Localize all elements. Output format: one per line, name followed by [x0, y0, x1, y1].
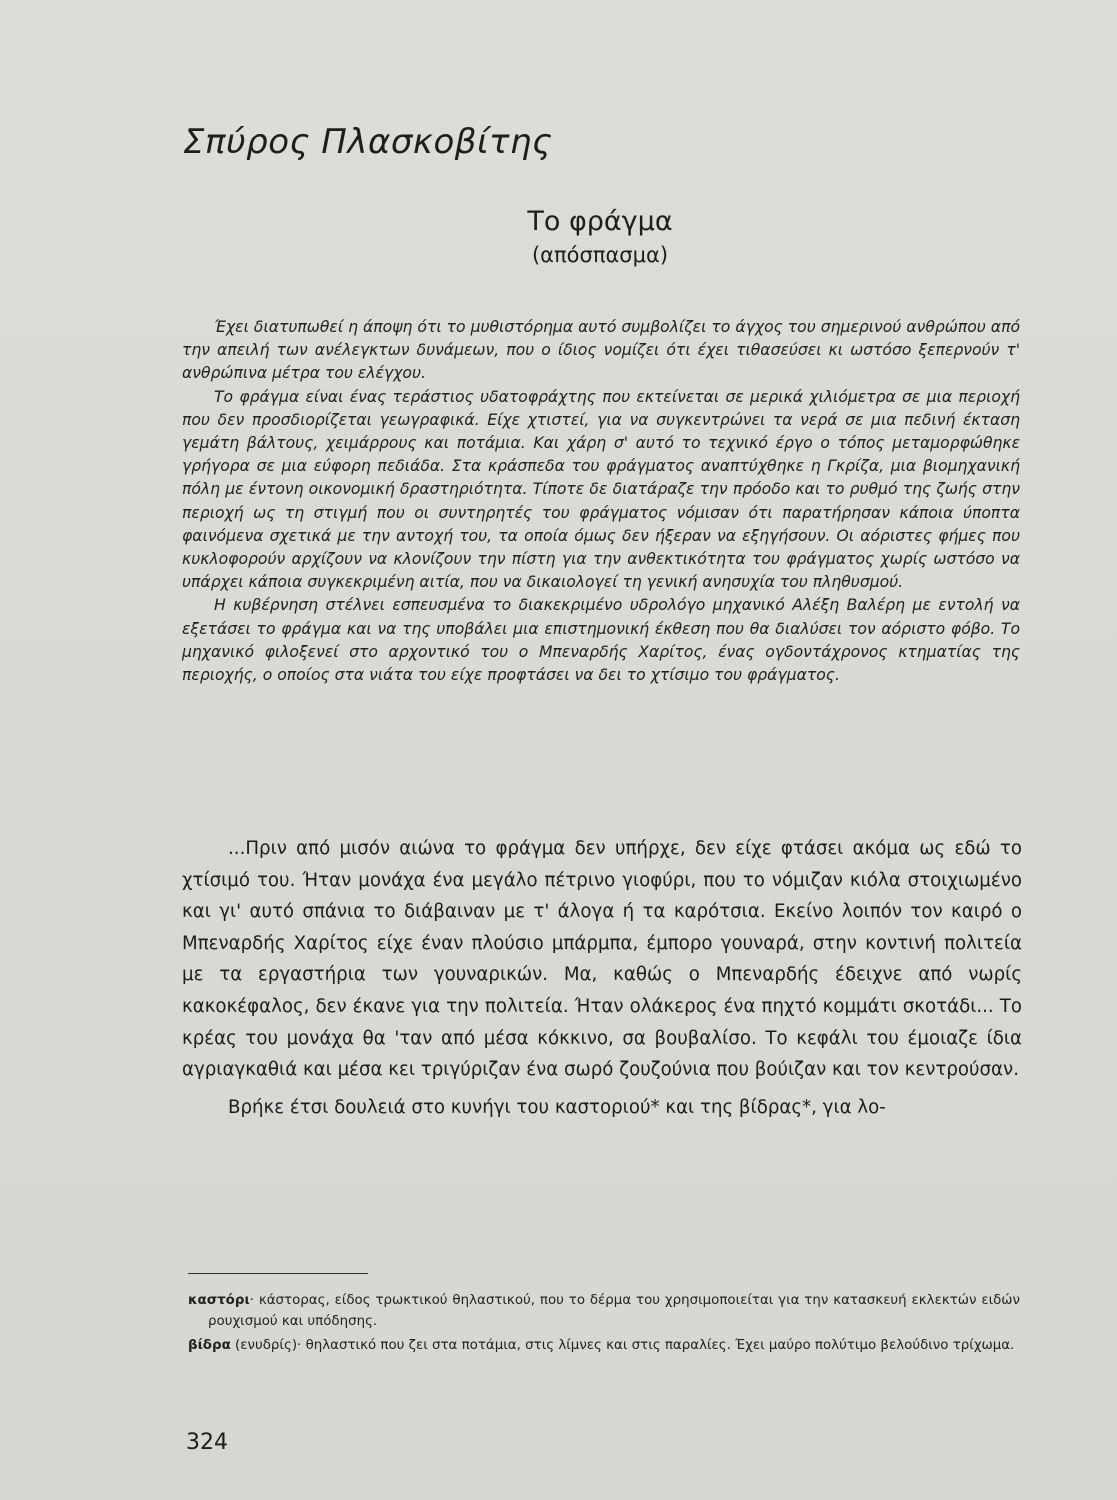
work-title: Το φράγμα — [527, 206, 673, 237]
footnotes — [188, 1290, 1020, 1359]
excerpt-paragraph: Βρήκε έτσι δουλειά στο κυνήγι του καστοριού* και της βίδρας*, για λο- — [228, 1096, 886, 1118]
footnote — [188, 1290, 1020, 1332]
footnote-term: βίδρα — [188, 1338, 231, 1353]
footnote — [188, 1335, 1020, 1356]
work-subtitle: (απόσπασμα) — [531, 243, 669, 267]
intro-paragraph: Το φράγμα είναι ένας τεράστιος υδατοφράχτης που εκτείνεται σε μερικά χιλιόμετρα σε μια περιοχή που δεν προσδιορίζεται γεωγραφικά. Είχε χτιστεί, για να συγκεντρώνει τα νερά σε μια πεδινή έκταση γεμάτη βάλτους, χειμάρρους και ποτάμια. Και χάρη σ' αυτό το τεχνικό έργο ο τόπος μεταμορφώθηκε γρήγορα σε μια εύφορη πεδιάδα. Στα κράσπεδα του φράγματος αναπτύχθηκε η Γκρίζα, μια βιομηχανική πόλη με έντονη οικονομική δραστηριότητα. Τίποτε δε διατάραζε την πρόοδο και το ρυθμό της ζωής στην περιοχή ως τη στιγμή που οι συντηρητές του φράγματος νόμισαν ότι παρατήρησαν κάποια ύποπτα φαινόμενα σχετικά με την αντοχή του, τα οποία όμως δεν ήξεραν να εξηγήσουν. Οι αόριστες φήμες που κυκλοφορούν αρχίζουν να κλονίζουν την πίστη για την ανθεκτικότητα του φράγματος χωρίς ωστόσο να υπάρχει κάποια συγκεκριμένη αιτία, που να δικαιολογεί τη γενική ανησυχία του πληθυσμού. — [182, 387, 1020, 592]
intro-summary — [182, 316, 1020, 687]
page-number: 324 — [186, 1430, 228, 1455]
intro-paragraph: Η κυβέρνηση στέλνει εσπευσμένα το διακεκριμένο υδρολόγο μηχανικό Αλέξη Βαλέρη με εντολή να εξετάσει το φράγμα και να της υποβάλει μια επιστημονική έκθεση που θα διαλύσει τον αόριστο φόβο. Το μηχανικό φιλοξενεί στο αρχοντικό του ο Μπεναρδής Χαρίτος, ένας ογδοντάχρονος κτηματίας της περιοχής, ο οποίος στα νιάτα του είχε προφτάσει να δει το χτίσιμο του φράγματος. — [182, 596, 1020, 685]
author-name: Σπύρος Πλασκοβίτης — [183, 122, 553, 162]
footnote-divider — [188, 1273, 368, 1274]
intro-paragraph: Έχει διατυπωθεί η άποψη ότι το μυθιστόρημα αυτό συμβολίζει το άγχος του σημερινού ανθρώπου από την απειλή των ανέλεγκτων δυνάμεων, που ο ίδιος νομίζει ότι έχει τιθασεύσει κι ωστόσο ξεπερνούν τ' ανθρώπινα μέτρα του ελέγχου. — [182, 318, 1020, 383]
title-block — [480, 205, 720, 271]
footnote-term: καστόρι — [188, 1293, 250, 1308]
excerpt-paragraph: ...Πριν από μισόν αιώνα το φράγμα δεν υπήρχε, δεν είχε φτάσει ακόμα ως εδώ το χτίσιμό του. Ήταν μονάχα ένα μεγάλο πέτρινο γιοφύρι, που το νόμιζαν κιόλα στοιχιωμένο και γι' αυτό σπάνια το διάβαιναν με τ' άλογα ή τα καρότσια. Εκείνο λοιπόν τον καιρό ο Μπεναρδής Χαρίτος είχε έναν πλούσιο μπάρμπα, έμπορο γουναρά, στην κοντινή πολιτεία με τα εργαστήρια των γουναρικών. Μα, καθώς ο Μπεναρδής έδειχνε από νωρίς κακοκέφαλος, δεν έκανε για την πολιτεία. Ήταν ολάκερος ένα πηχτό κομμάτι σκοτάδι... Το κρέας του μονάχα θα 'ταν από μέσα κόκκινο, σα βουβαλίσο. Το κεφάλι του έμοιαζε ίδια αγριαγκαθιά και μέσα κει τριγύριζαν ένα σωρό ζουζούνια που βούιζαν και τον κεντρούσαν. — [182, 838, 1022, 1081]
footnote-definition: (ενυδρίς)· θηλαστικό που ζει στα ποτάμια, στις λίμνες και στις παραλίες. Έχει μαύρο πολύτιμο βελούδινο τρίχωμα. — [230, 1338, 1015, 1353]
footnote-definition: · κάστορας, είδος τρωκτικού θηλαστικού, που το δέρμα του χρησιμοποιείται για την κατασκευή εκλεκτών ειδών ρουχισμού και υπόδησης. — [208, 1293, 1020, 1329]
excerpt-text — [182, 833, 1022, 1129]
